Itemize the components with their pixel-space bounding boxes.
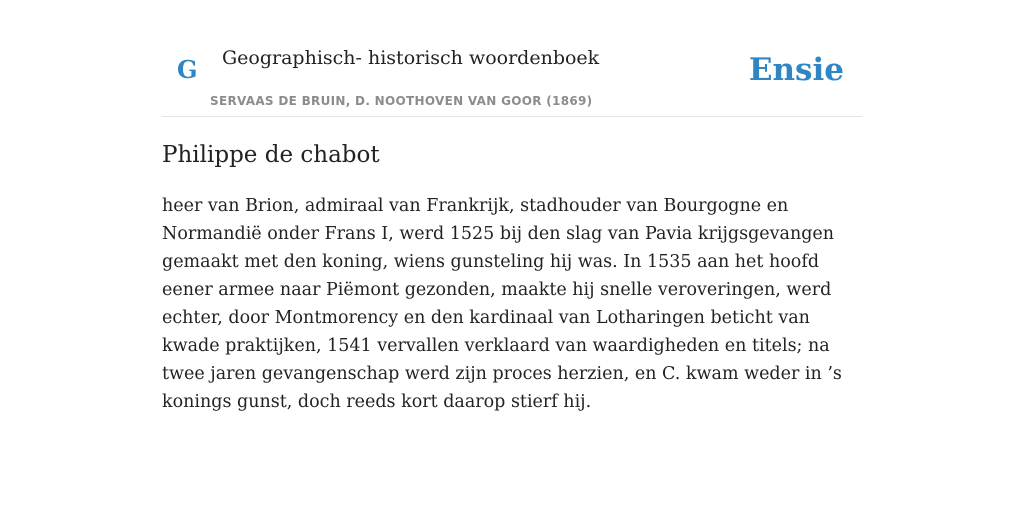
- ensie-logo-link[interactable]: Ensie: [748, 52, 844, 88]
- book-title-link[interactable]: Geographisch- historisch woordenboek: [222, 47, 600, 69]
- book-author: SERVAAS DE BRUIN, D. NOOTHOVEN VAN GOOR (1869): [210, 94, 593, 108]
- book-header: [162, 0, 862, 117]
- entry-body: heer van Brion, admiraal van Frankrijk, stadhouder van Bourgogne en Normandië onder Frans I, werd 1525 bij den slag van Pavia krijgsgevangen gemaakt met den koning, wiens gunsteling hij was. In 1535 aan het hoofd eener armee naar Piëmont gezonden, maakte hij snelle veroveringen, werd echter, door Montmorency en den kardinaal van Lotharingen beticht van kwade praktijken, 1541 vervallen verklaard van waardigheden en titels; na twee jaren gevangenschap werd zijn proces herzien, en C. kwam weder in ’s konings gunst, doch reeds kort daarop stierf hij.: [162, 196, 842, 412]
- entry-title: Philippe de chabot: [162, 142, 380, 168]
- book-initial-icon: G: [177, 55, 198, 84]
